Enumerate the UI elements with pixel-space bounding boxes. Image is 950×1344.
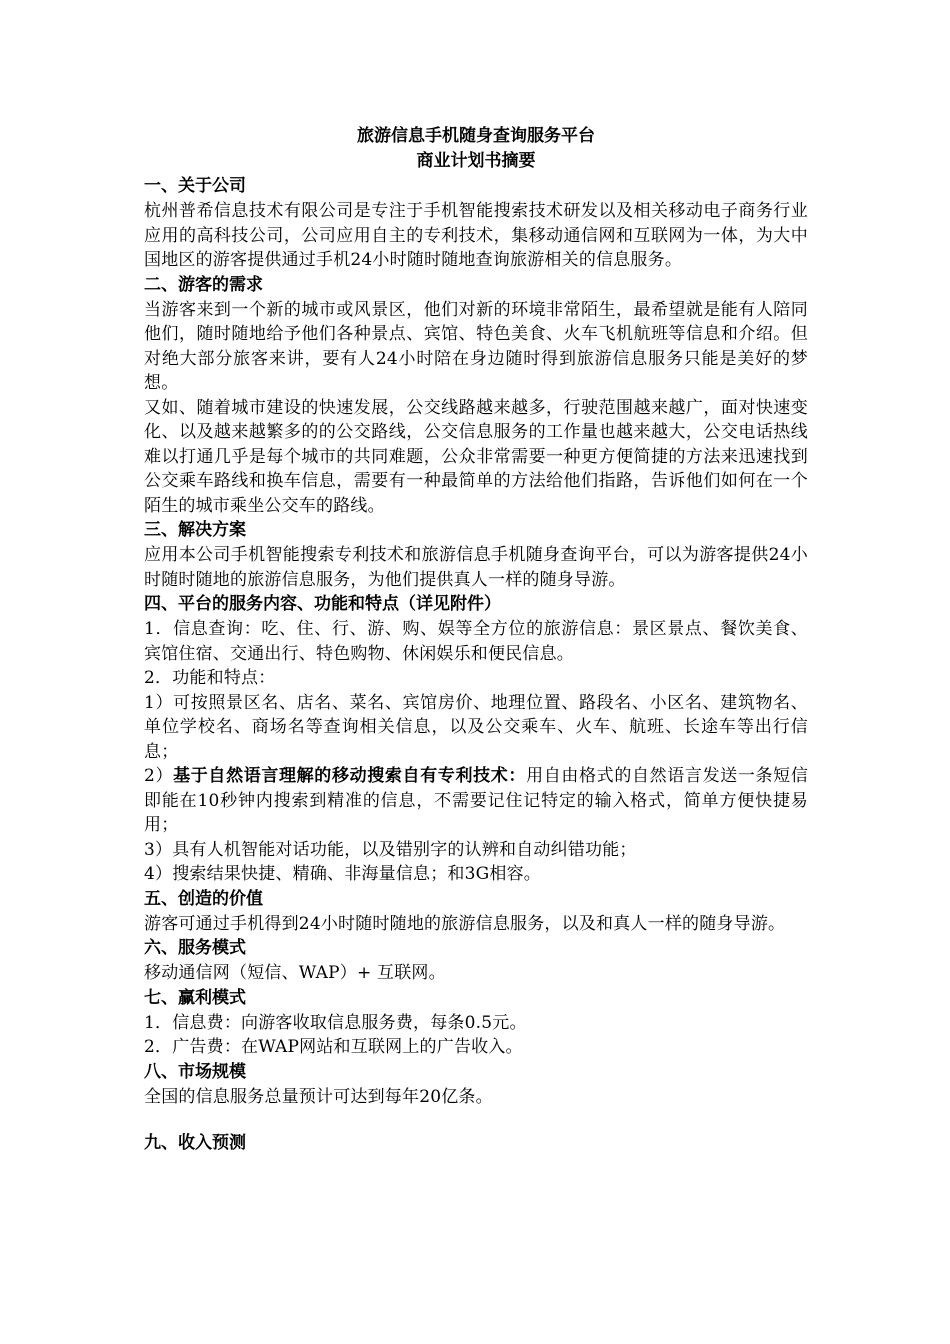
feature-prefix: 2） (144, 766, 174, 786)
section-paragraph: 又如、随着城市建设的快速发展，公交线路越来越多，行驶范围越来越广，面对快速变化、以及越来越繁多的的公交路线，公交信息服务的工作量也越来越大，公交电话热线难以打通几乎是每个城市的共同难题，公众非常需要一种更方便简捷的方法来迅速找到公交乘车路线和换车信息，需要有一种最简单的方法给他们指路，告诉他们如何在一个陌生的城市乘坐公交车的路线。 (144, 397, 808, 516)
document-page (144, 124, 808, 1156)
section-paragraph: 3）具有人机智能对话功能，以及错别字的认辨和自动纠错功能； (144, 839, 637, 860)
section-heading: 三、解决方案 (144, 520, 246, 540)
section-paragraph: 2．功能和特点： (144, 668, 276, 688)
section-heading: 七、赢利模式 (144, 987, 246, 1008)
section-heading: 四、平台的服务内容、功能和特点（详见附件） (144, 594, 501, 614)
section-paragraph: 游客可通过手机得到24小时随时随地的旅游信息服务，以及和真人一样的随身导游。 (144, 913, 786, 934)
section-paragraph: 应用本公司手机智能搜索专利技术和旅游信息手机随身查询平台，可以为游客提供24小时随时随地的旅游信息服务，为他们提供真人一样的随身导游。 (144, 545, 808, 590)
blank-line (144, 1109, 808, 1131)
section-heading: 二、游客的需求 (144, 274, 263, 295)
section-paragraph: 杭州普希信息技术有限公司是专注于手机智能搜索技术研发以及相关移动电子商务行业应用的高科技公司，公司应用自主的专利技术，集移动通信网和互联网为一体，为大中国地区的游客提供通过手机24小时随时随地查询旅游相关的信息服务。 (144, 201, 808, 270)
section-paragraph: 1）可按照景区名、店名、菜名、宾馆房价、地理位置、路段名、小区名、建筑物名、单位学校名、商场名等查询相关信息，以及公交乘车、火车、航班、长途车等出行信息； (144, 692, 808, 762)
feature-bold-lead: 基于自然语言理解的移动搜索自有专利技术： (173, 766, 527, 786)
section-heading: 九、收入预测 (144, 1133, 246, 1153)
section-paragraph: 2．广告费：在WAP网站和互联网上的广告收入。 (144, 1037, 523, 1057)
feature-paragraph-mixed (144, 764, 808, 838)
section-paragraph: 1．信息查询：吃、住、行、游、购、娱等全方位的旅游信息：景区景点、餐饮美食、宾馆住宿、交通出行、特色购物、休闲娱乐和便民信息。 (144, 619, 808, 664)
section-paragraph: 4）搜索结果快捷、精确、非海量信息；和3G相容。 (144, 864, 542, 884)
section-heading: 五、创造的价值 (144, 888, 263, 909)
section-heading: 六、服务模式 (144, 938, 246, 958)
feature-rest: 用自由格式的自然语言发送一条短信即能在10秒钟内搜索到精准的信息，不需要记住记特定的输入格式，简单方便快捷易用； (144, 766, 809, 835)
section-heading: 八、市场规模 (144, 1061, 246, 1082)
section-paragraph: 1．信息费：向游客收取信息服务费，每条0.5元。 (144, 1012, 527, 1033)
section-paragraph: 移动通信网（短信、WAP）+ 互联网。 (144, 963, 446, 983)
section-paragraph: 当游客来到一个新的城市或风景区，他们对新的环境非常陌生，最希望就是能有人陪同他们，随时随地给予他们各种景点、宾馆、特色美食、火车飞机航班等信息和介绍。但对绝大部分旅客来讲，要有人24小时陪在身边随时得到旅游信息服务只能是美好的梦想。 (144, 299, 808, 393)
document-title: 旅游信息手机随身查询服务平台 (357, 126, 595, 146)
section-heading: 一、关于公司 (144, 176, 246, 196)
section-paragraph: 全国的信息服务总量预计可达到每年20亿条。 (144, 1086, 493, 1107)
document-subtitle: 商业计划书摘要 (416, 151, 536, 171)
